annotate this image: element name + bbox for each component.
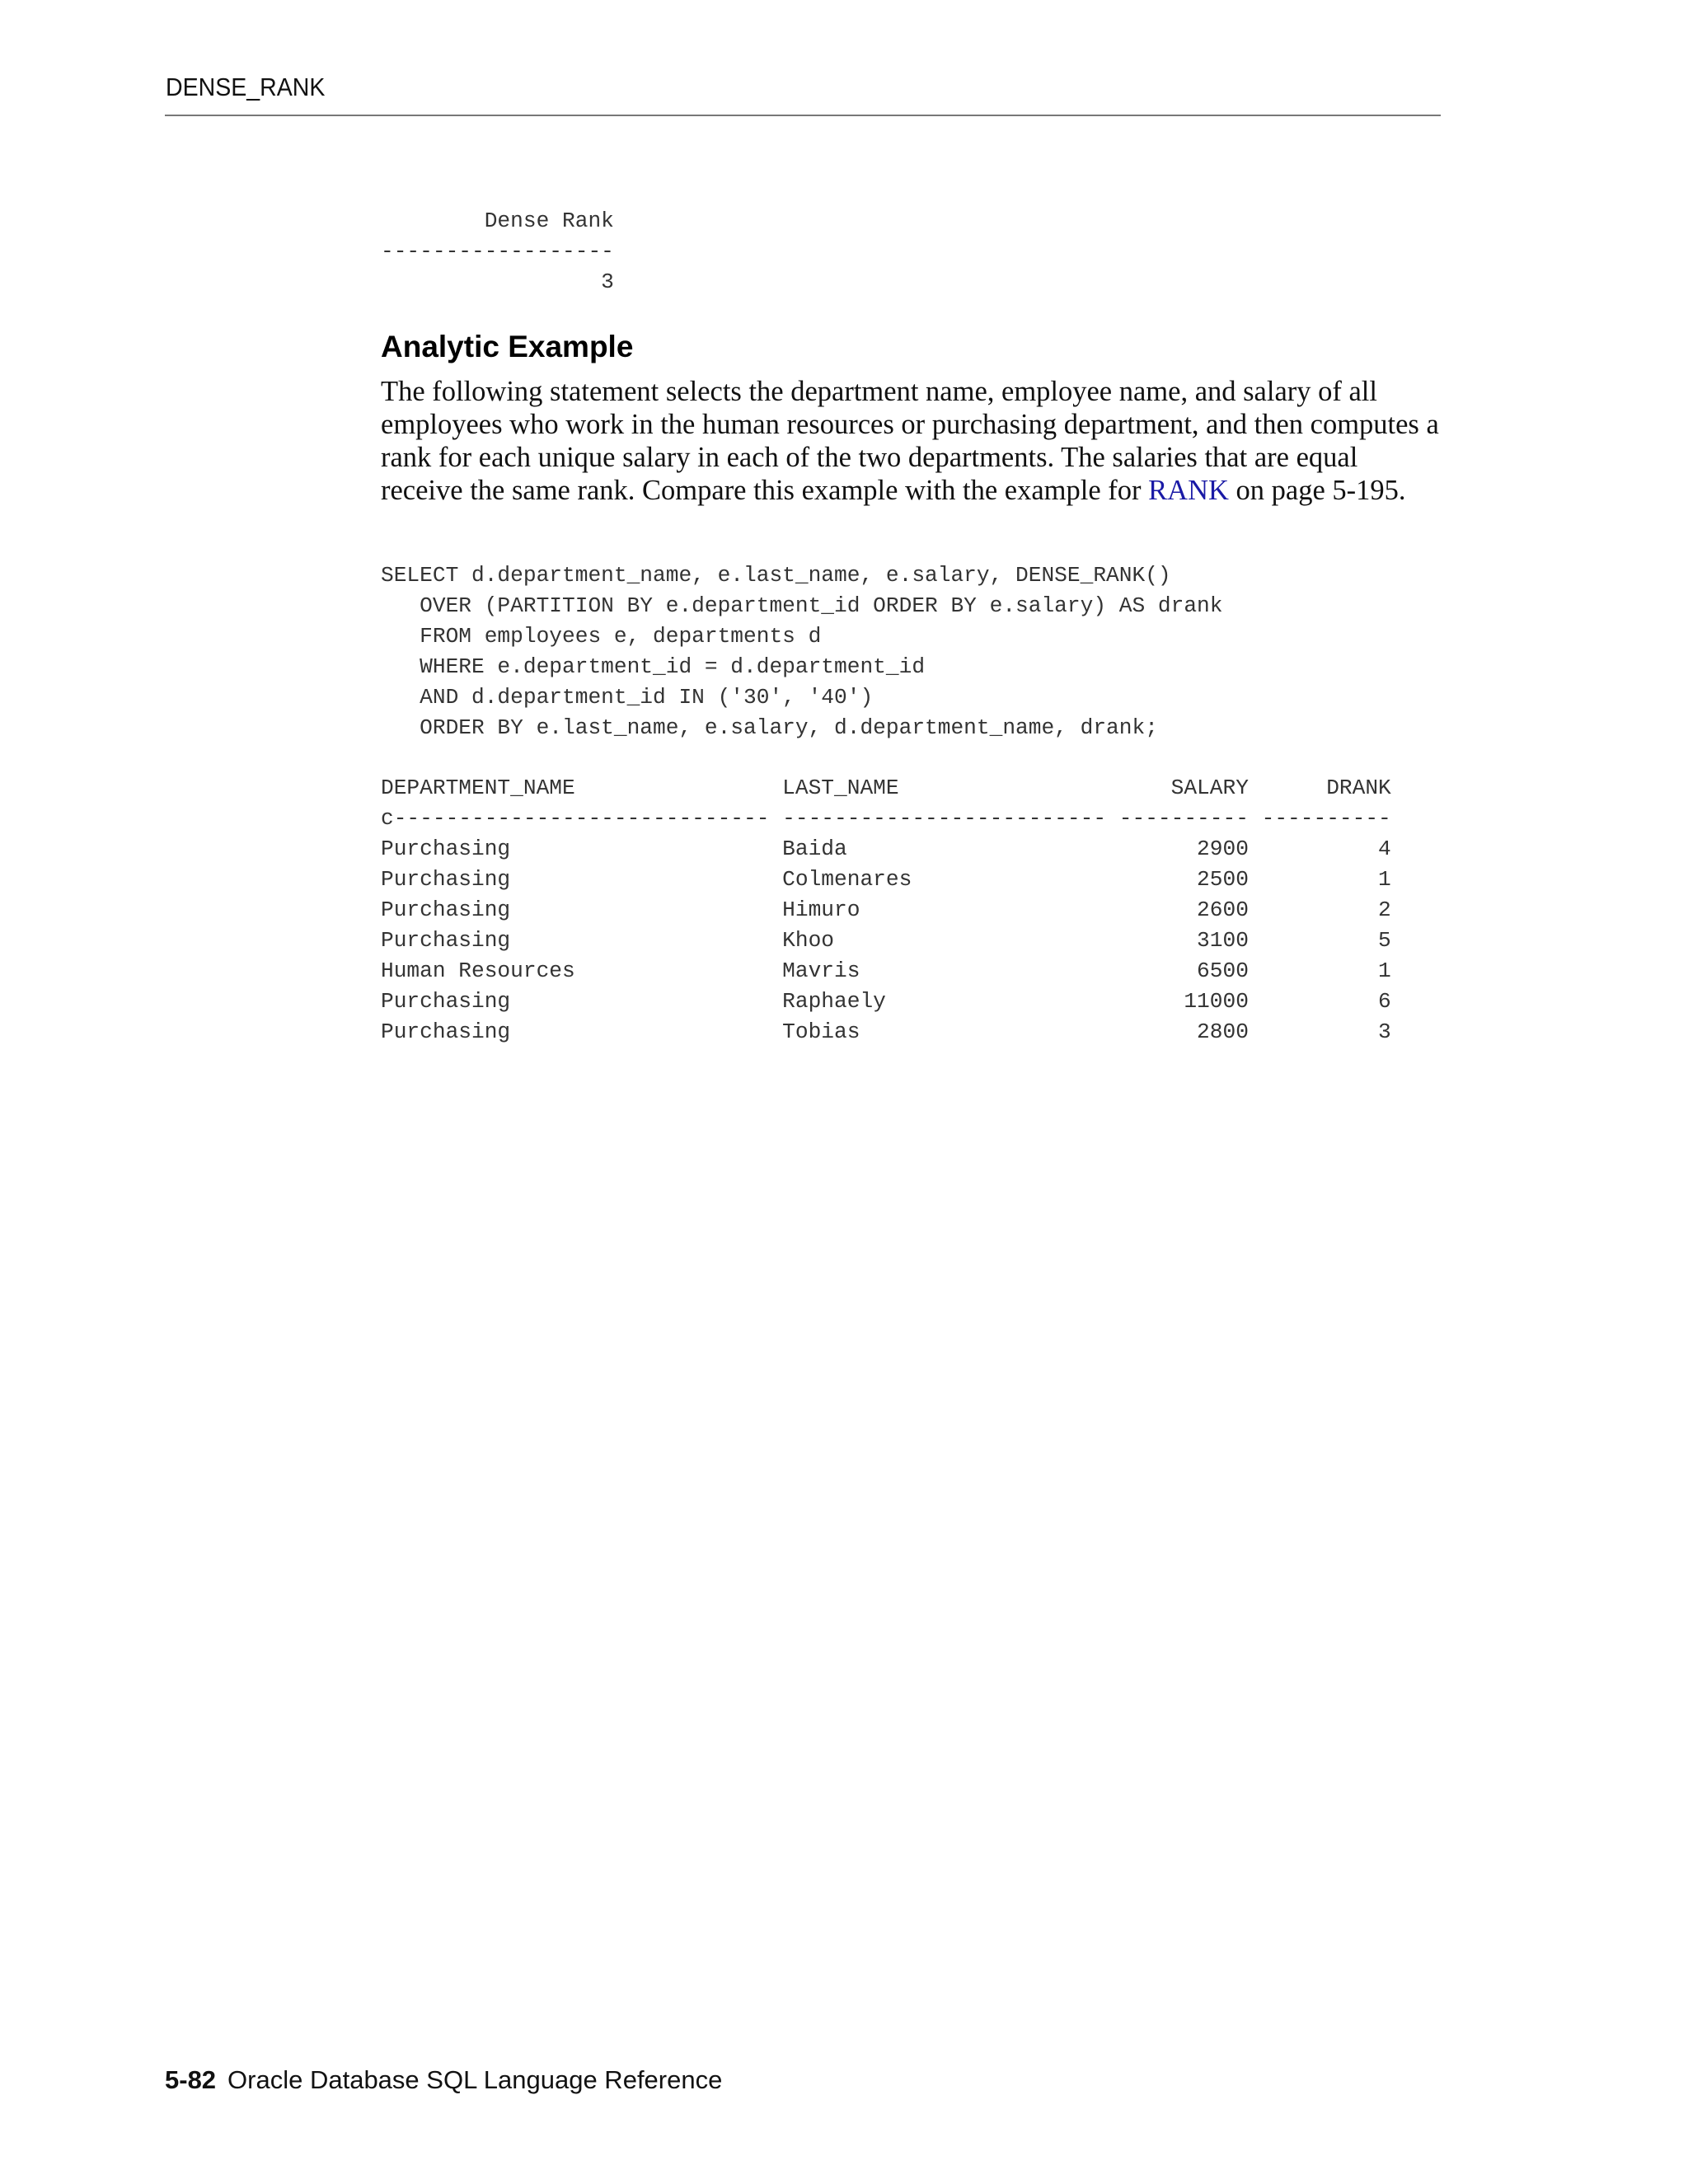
table-row: Purchasing Baida 2900 4: [381, 837, 1391, 861]
table-row: Purchasing Tobias 2800 3: [381, 1019, 1391, 1044]
sql-statement-code: SELECT d.department_name, e.last_name, e.salary, DENSE_RANK() OVER (PARTITION BY e.department_id ORDER BY e.salary) AS drank FROM employees e, departments d WHERE e.department_id = d.department_id AND d.department_id IN ('30', '40') ORDER BY e.last_name, e.salary, d.department_name, drank;: [381, 563, 1223, 740]
query-result-table: [381, 773, 1391, 1047]
result-table-rows: [381, 837, 1391, 1044]
page-number: 5-82: [165, 2065, 217, 2094]
header-divider: [165, 115, 1441, 116]
rank-cross-reference-link[interactable]: RANK: [1148, 475, 1229, 506]
paragraph-text-after-link: on page 5-195.: [1228, 475, 1406, 506]
table-row: Purchasing Colmenares 2500 1: [381, 867, 1391, 892]
result-table-separator: c----------------------------- ------------------------- ---------- ----------: [381, 806, 1391, 831]
section-paragraph: [381, 375, 1444, 507]
paragraph-text: The following statement selects the department name, employee name, and salary of all employees who work in the human resources or purchasing department, and then computes a rank for each unique salary in each of the two departments. The salaries that are equal receive the same rank. Compare this example with the example for: [381, 376, 1439, 506]
result-table-header: DEPARTMENT_NAME LAST_NAME SALARY DRANK: [381, 776, 1391, 800]
book-title: Oracle Database SQL Language Reference: [227, 2065, 723, 2094]
running-header-title: DENSE_RANK: [166, 73, 326, 101]
table-row: Purchasing Khoo 3100 5: [381, 928, 1391, 953]
aggregate-query-output: Dense Rank ------------------ 3: [381, 209, 614, 294]
section-heading: Analytic Example: [381, 330, 634, 363]
table-row: Human Resources Mavris 6500 1: [381, 958, 1391, 983]
table-row: Purchasing Himuro 2600 2: [381, 898, 1391, 922]
table-row: Purchasing Raphaely 11000 6: [381, 989, 1391, 1014]
page-footer: [165, 2065, 722, 2095]
